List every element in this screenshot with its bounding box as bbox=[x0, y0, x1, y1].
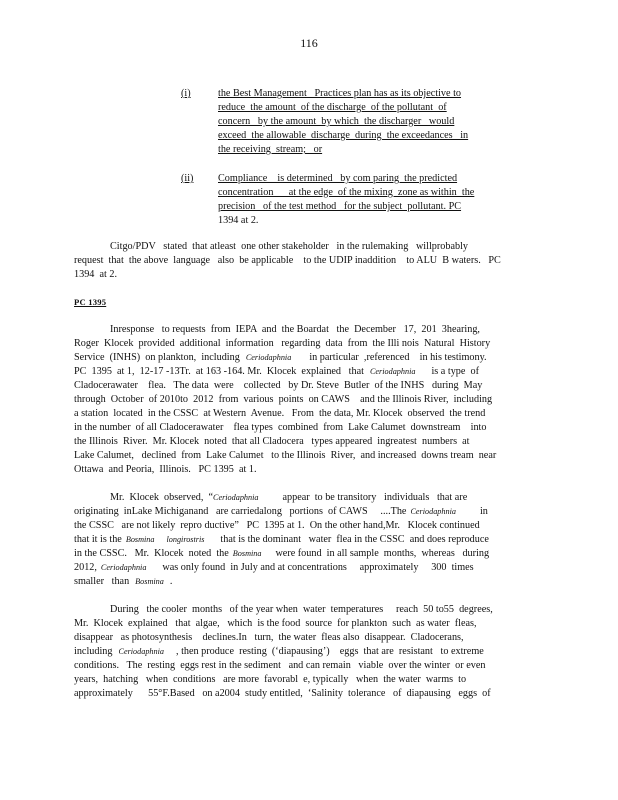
paragraph-line: including Ceriodaphnia , then produce resting (‘diapausing’) eggs that are resistant to extreme bbox=[74, 646, 484, 657]
paragraph-line: Lake Calumet, declined from Lake Calumet to the Illinois River, and increased downs tream near bbox=[74, 450, 497, 461]
paragraph-line: 1394 at 2. bbox=[74, 269, 118, 280]
list-marker-i: (i) bbox=[181, 88, 191, 99]
section-heading: PC 1395 bbox=[74, 297, 107, 307]
list-item-ii-line: 1394 at 2. bbox=[218, 215, 259, 226]
paragraph-line: Citgo/PDV stated that atleast one other stakeholder in the rulemaking willprobably bbox=[110, 241, 468, 252]
paragraph-line: the CSSC are not likely repro ductive” PC 1395 at 1. On the other hand,Mr. Klocek continued bbox=[74, 520, 480, 531]
paragraph-line: originating inLake Michiganand are carriedalong portions of CAWS ....The Ceriodaphnia in bbox=[74, 506, 488, 517]
list-item-ii-line: Compliance is determined by com paring the predicted bbox=[218, 173, 458, 184]
paragraph-line: conditions. The resting eggs rest in the sediment and can remain viable over the winter or even bbox=[74, 660, 486, 671]
paragraph-line: Roger Klocek provided additional information regarding data from the Illi nois Natural History bbox=[74, 338, 491, 349]
paragraph-line: the Illinois River. Mr. Klocek noted that all Cladocera types appeared ingreatest numbers at bbox=[74, 436, 470, 447]
paragraph-line: Cladocerawater flea. The data were collected by Dr. Steve Butler of the INHS during May bbox=[74, 380, 483, 391]
paragraph-line: Ottawa and Peoria, Illinois. PC 1395 at 1. bbox=[74, 464, 257, 475]
list-item-ii-line: precision of the test method for the subject pollutant. PC bbox=[218, 201, 462, 212]
list-marker-ii: (ii) bbox=[181, 173, 194, 184]
paragraph-line: During the cooler months of the year when water temperatures reach 50 to55 degrees, bbox=[110, 604, 493, 615]
paragraph-line: request that the above language also be applicable to the UDIP inaddition to ALU B waters. PC bbox=[74, 255, 501, 266]
paragraph-line: Service (INHS) on plankton, including Ceriodaphnia in particular ,referenced in his testimony. bbox=[74, 352, 487, 363]
list-item-i-line: the receiving stream; or bbox=[218, 144, 323, 155]
paragraph-line: years, hatching when conditions are more favorabl e, typically when the water warms to bbox=[74, 674, 467, 685]
paragraph-line: Mr. Klocek explained that algae, which is the food source for plankton such as water fleas, bbox=[74, 618, 477, 629]
paragraph-line: disappear as photosynthesis declines.In turn, the water fleas also disappear. Cladocerans, bbox=[74, 632, 464, 643]
list-item-i-line: reduce the amount of the discharge of the pollutant of bbox=[218, 102, 447, 113]
paragraph-line: approximately 55°F.Based on a2004 study entitled, ‘Salinity tolerance of diapausing eggs of bbox=[74, 688, 491, 699]
paragraph-line: in the number of all Cladocerawater flea types combined from Lake Calumet downstream into bbox=[74, 422, 487, 433]
paragraph-line: that it is the Bosmina longirostris that is the dominant water flea in the CSSC and does reproduce bbox=[74, 534, 489, 545]
list-item-i-line: concern by the amount by which the discharger would bbox=[218, 116, 455, 127]
paragraph-line: through October of 2010to 2012 from various points on CAWS and the Illinois River, including bbox=[74, 394, 493, 405]
paragraph-line: 2012, Ceriodaphnia was only found in July and at concentrations approximately 300 times bbox=[74, 562, 474, 573]
paragraph-line: Mr. Klocek observed, “Ceriodaphnia appear to be transitory individuals that are bbox=[110, 492, 468, 503]
paragraph-line: smaller than Bosmina . bbox=[74, 576, 173, 587]
page-number: 116 bbox=[300, 36, 318, 50]
paragraph-line: Inresponse to requests from IEPA and the Boardat the December 17, 201 3hearing, bbox=[110, 324, 480, 335]
list-item-i-line: exceed the allowable discharge during the exceedances in bbox=[218, 130, 469, 141]
list-item-i-line: the Best Management Practices plan has as its objective to bbox=[218, 88, 462, 99]
list-item-ii-line: concentration at the edge of the mixing zone as within the bbox=[218, 187, 475, 198]
paragraph-line: a station located in the CSSC at Western Avenue. From the data, Mr. Klocek observed the trend bbox=[74, 408, 486, 419]
paragraph-line: in the CSSC. Mr. Klocek noted the Bosmina were found in all sample months, whereas during bbox=[74, 548, 490, 559]
paragraph-line: PC 1395 at 1, 12-17 -13Tr. at 163 -164. Mr. Klocek explained that Ceriodaphnia is a type of bbox=[74, 366, 479, 377]
